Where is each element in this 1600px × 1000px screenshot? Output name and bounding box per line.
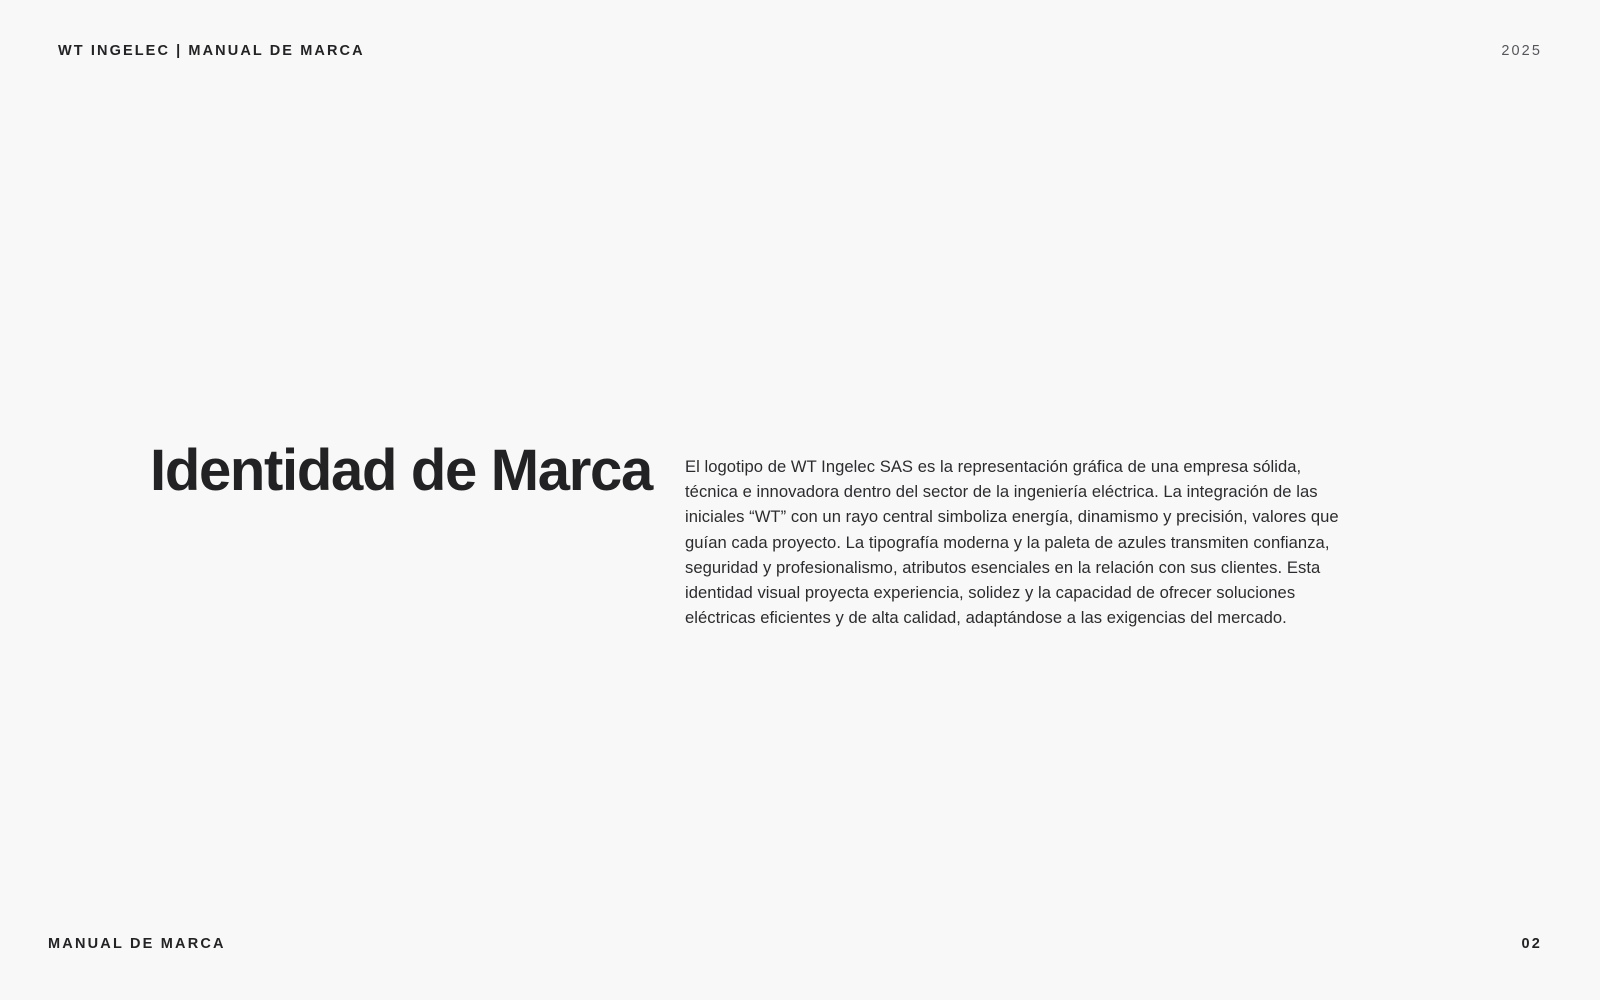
- title-column: [0, 430, 660, 503]
- footer-label: MANUAL DE MARCA: [48, 936, 226, 952]
- body-column: [685, 430, 1345, 631]
- page-content: [0, 430, 1600, 631]
- page-title: Identidad de Marca: [150, 438, 652, 503]
- header-year: 2025: [1501, 43, 1542, 59]
- header-brand-title: WT INGELEC | MANUAL DE MARCA: [58, 43, 365, 59]
- footer-page-number: 02: [1521, 936, 1542, 952]
- page-header: [0, 36, 1600, 66]
- page-footer: [0, 936, 1600, 952]
- body-paragraph: El logotipo de WT Ingelec SAS es la representación gráfica de una empresa sólida, técnica e innovadora dentro del sector de la ingeniería eléctrica. La integración de las iniciales “WT” con un rayo central simboliza energía, dinamismo y precisión, valores que guían cada proyecto. La tipografía moderna y la paleta de azules transmiten confianza, seguridad y profesionalismo, atributos esenciales en la relación con sus clientes. Esta identidad visual proyecta experiencia, solidez y la capacidad de ofrecer soluciones eléctricas eficientes y de alta calidad, adaptándose a las exigencias del mercado.: [685, 457, 1339, 628]
